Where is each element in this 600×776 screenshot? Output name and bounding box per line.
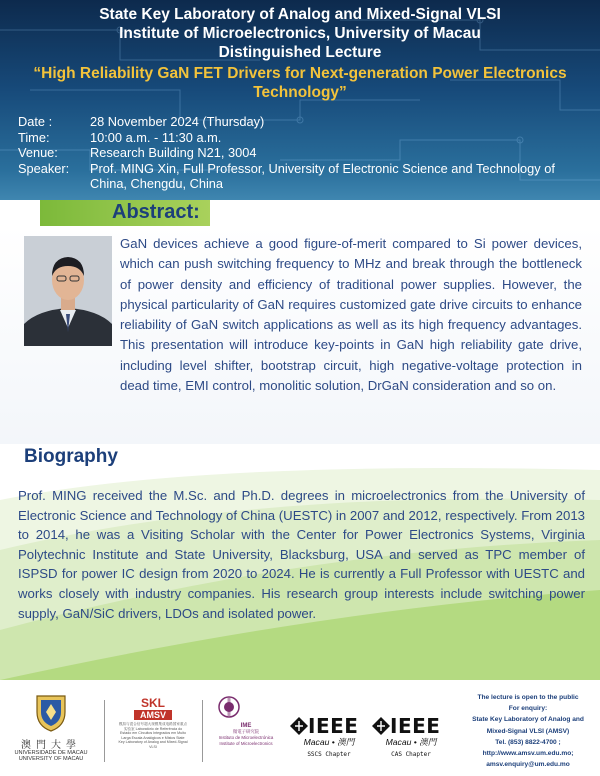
enquiry-line: The lecture is open to the public: [477, 694, 579, 701]
footer-divider: [202, 700, 203, 762]
detail-value: Research Building N21, 3004: [90, 145, 257, 160]
biography-heading: Biography: [24, 446, 118, 467]
skl-logo-text: SKL: [141, 696, 165, 710]
detail-value: 28 November 2024 (Thursday): [90, 114, 265, 129]
footer-divider: [104, 700, 105, 762]
ieee-wordmark: IEEE: [390, 714, 441, 738]
detail-row: [18, 114, 588, 130]
ime-emblem-icon: [218, 696, 240, 718]
sscs-chapter-label: SSCS Chapter: [307, 751, 351, 758]
speaker-photo: [24, 236, 112, 346]
skl-full-name: 模拟与混合信号超大规模集成电路国家重点实验室 Laboratório de Referência do Estado em Circuitos Integrados em Muito Larga Escala Analógicos e Mistos State Key Laboratory of Analog and Mixed-Signal VLSI: [118, 722, 188, 749]
detail-row: [18, 130, 588, 146]
ime-logo: [218, 696, 274, 747]
lab-name: State Key Laboratory of Analog and Mixed-Signal VLSI: [99, 6, 501, 23]
abstract-heading: Abstract:: [112, 201, 200, 223]
detail-key: Time:: [18, 129, 50, 145]
biography-text: Prof. MING received the M.Sc. and Ph.D. degrees in microelectronics from the University of Electronic Science and Technology of China (UESTC) in 2007 and 2012, respectively. From 2013 to 2014, he was a Visiting Scholar with the Center for Power Electronics Systems, Virginia Polytechnic Institute and State University, Blacksburg, USA and served as TPC member of ISPSD for power IC design from 2020 to 2024. He is currently a Full Professor with UESTC and works closely with industry companies. His research group interests include switching power supply, GaN/SiC drivers, LDOs and isolated power.: [18, 488, 585, 621]
enquiry-info: [458, 692, 598, 770]
header-banner: [0, 0, 600, 200]
enquiry-line: Mixed-Signal VLSI (AMSV): [486, 727, 570, 735]
detail-value: 10:00 a.m. - 11:30 a.m.: [90, 129, 222, 145]
ime-chinese: 微電子研究院: [232, 729, 260, 734]
enquiry-email[interactable]: amsv.enquiry@um.edu.mo: [486, 761, 570, 769]
amsv-logo-text: AMSV: [134, 710, 172, 720]
lecture-title: “High Reliability GaN FET Drivers for Next-generation Power Electronics Technology”: [33, 65, 567, 101]
ieee-macau-label: Macau • 澳門: [385, 737, 437, 747]
abstract-text: GaN devices achieve a good figure-of-merit compared to Si power devices, which can push switching frequency to MHz and break through the bottleneck of power density and efficiency of traditional power supplies. However, the physical particularity of GaN requires customized gate drive circuits to enhance reliability of GaN switch applications as well as its high frequency advantages. This presentation will introduce key-points in GaN high reliability gate drive, including level shifter, bootstrap circuit, high negative-voltage protection in dead time, EMI control, monolitic solution, DrGaN consideration and so on.: [120, 236, 582, 394]
ime-portuguese: Instituto de Microelectrónica: [218, 735, 274, 740]
detail-key: Date :: [18, 114, 53, 129]
enquiry-line: State Key Laboratory of Analog and: [472, 716, 584, 724]
um-crest-icon: [34, 692, 68, 732]
enquiry-line: For enquiry:: [508, 705, 548, 713]
enquiry-phone: Tel. (853) 8822-4700 ;: [495, 738, 561, 746]
institute-name: Institute of Microelectronics, University of Macau: [119, 25, 481, 42]
ieee-cas-logo: [372, 714, 450, 758]
ime-label: IME: [240, 723, 252, 729]
speaker-portrait-icon: [24, 236, 112, 346]
detail-row: [18, 161, 588, 192]
um-chinese-name: 澳門大學: [21, 740, 81, 751]
ieee-diamond-icon: [290, 717, 308, 735]
detail-key: Venue:: [18, 145, 58, 160]
detail-key: Speaker:: [18, 160, 70, 176]
ieee-wordmark: IEEE: [308, 714, 359, 738]
um-english-name: UNIVERSIDADE DE MACAU UNIVERSITY OF MACAU: [14, 750, 88, 762]
detail-value: Prof. MING Xin, Full Professor, University of Electronic Science and Technology of China, Chengdu, China: [90, 160, 555, 191]
detail-row: [18, 145, 588, 161]
lecture-type: Distinguished Lecture: [218, 44, 382, 61]
cas-chapter-label: CAS Chapter: [391, 751, 431, 758]
enquiry-website[interactable]: http://www.amsv.um.edu.mo;: [482, 750, 574, 758]
event-details: [18, 114, 588, 192]
skl-amsv-logo: [118, 696, 188, 750]
ieee-diamond-icon: [372, 717, 390, 735]
ieee-sscs-logo: [290, 714, 368, 758]
ieee-macau-label: Macau • 澳門: [303, 737, 355, 747]
ime-english: Institute of Microelectronics: [219, 741, 273, 746]
